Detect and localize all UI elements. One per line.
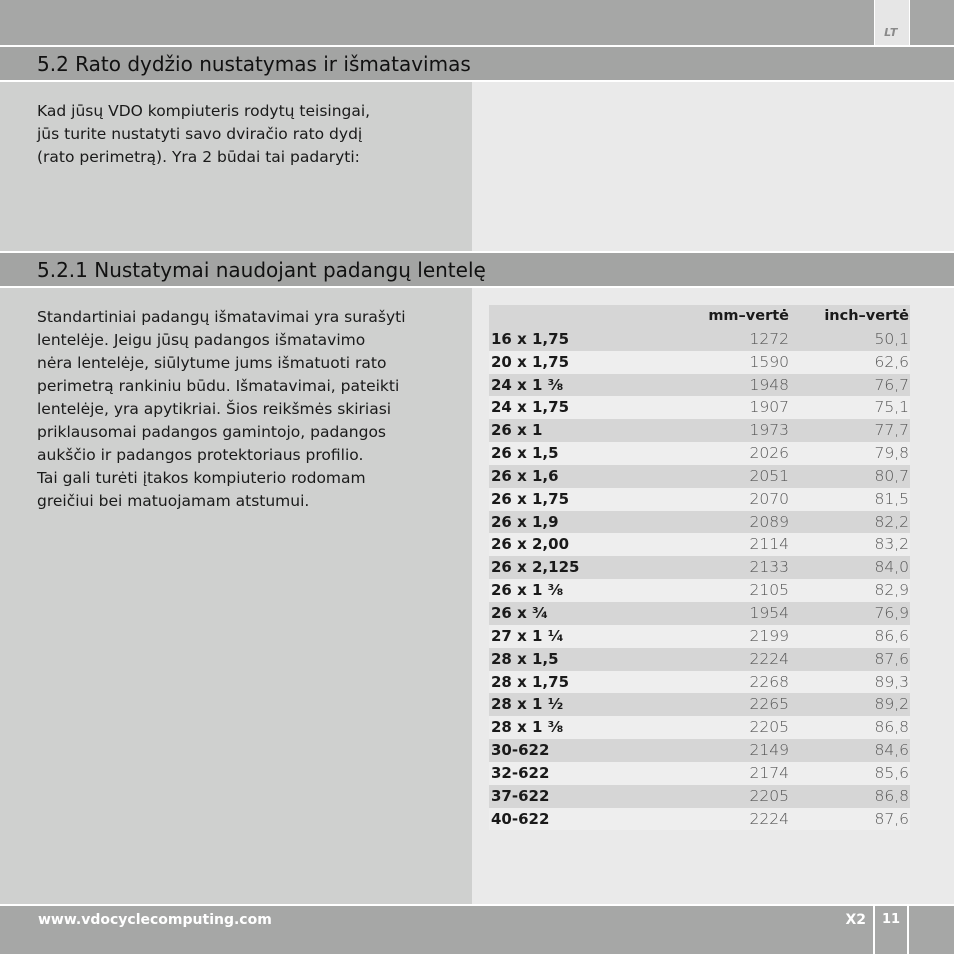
tire-size-cell: 26 x 2,00	[491, 535, 570, 554]
description-line: priklausomai padangos gamintojo, padangos	[37, 423, 386, 441]
description-line: Tai gali turėti įtakos kompiuterio rodomam	[37, 469, 366, 487]
intro-panel-right	[472, 82, 954, 251]
mm-value-cell: 2105	[749, 581, 789, 600]
tire-size-cell: 26 x 1	[491, 421, 543, 440]
tire-size-cell: 26 x 2,125	[491, 558, 580, 577]
page-number: 11	[881, 912, 901, 927]
table-row	[489, 808, 910, 831]
mm-value-cell: 1272	[749, 329, 789, 348]
column-header-size	[489, 305, 671, 328]
tire-size-cell: 37-622	[491, 786, 550, 805]
column-header-inch: inch–vertė	[824, 308, 909, 324]
tire-size-cell: 28 x 1 ¹⁄₂	[491, 695, 564, 714]
tire-size-cell: 28 x 1,5	[491, 649, 559, 668]
tire-size-cell: 20 x 1,75	[491, 352, 570, 371]
tire-size-cell: 24 x 1 ³⁄₈	[491, 375, 564, 394]
inch-value-cell: 80,7	[874, 466, 909, 485]
tire-size-cell: 26 x 1,75	[491, 489, 570, 508]
mm-value-cell: 2174	[749, 763, 789, 782]
mm-value-cell: 2205	[749, 718, 789, 737]
table-row	[489, 396, 910, 419]
table-row	[489, 739, 910, 762]
intro-text	[37, 100, 457, 169]
tire-size-cell: 40-622	[491, 809, 550, 828]
subsection-title: 5.2.1 Nustatymai naudojant padangų lentelę	[37, 258, 486, 282]
table-row	[489, 442, 910, 465]
table-row	[489, 625, 910, 648]
mm-value-cell: 2265	[749, 695, 789, 714]
mm-value-cell: 1973	[749, 421, 789, 440]
inch-value-cell: 83,2	[874, 535, 909, 554]
top-band	[0, 0, 954, 45]
table-row	[489, 648, 910, 671]
table-row	[489, 465, 910, 488]
mm-value-cell: 2051	[749, 466, 789, 485]
mm-value-cell: 2149	[749, 741, 789, 760]
table-row	[489, 351, 910, 374]
table-row	[489, 693, 910, 716]
description-line: aukščio ir padangos protektoriaus profilio.	[37, 446, 364, 464]
inch-value-cell: 77,7	[874, 421, 909, 440]
tire-size-table	[489, 305, 910, 830]
mm-value-cell: 1590	[749, 352, 789, 371]
inch-value-cell: 50,1	[874, 329, 909, 348]
inch-value-cell: 76,9	[874, 603, 909, 622]
section-title: 5.2 Rato dydžio nustatymas ir išmatavimas	[37, 52, 471, 76]
inch-value-cell: 84,6	[874, 741, 909, 760]
tire-size-cell: 32-622	[491, 763, 550, 782]
inch-value-cell: 62,6	[874, 352, 909, 371]
inch-value-cell: 87,6	[874, 649, 909, 668]
inch-value-cell: 82,9	[874, 581, 909, 600]
table-row	[489, 556, 910, 579]
tire-size-cell: 26 x 1,9	[491, 512, 559, 531]
table-body	[489, 328, 910, 831]
tire-size-cell: 30-622	[491, 741, 550, 760]
mm-value-cell: 2224	[749, 649, 789, 668]
inch-value-cell: 86,6	[874, 626, 909, 645]
table-row	[489, 488, 910, 511]
table-header-row	[489, 305, 910, 328]
intro-line: jūs turite nustatyti savo dviračio rato dydį	[37, 125, 363, 143]
mm-value-cell: 1954	[749, 603, 789, 622]
tire-size-cell: 26 x 1 ³⁄₈	[491, 581, 564, 600]
inch-value-cell: 84,0	[874, 558, 909, 577]
description-line: perimetrą rankiniu būdu. Išmatavimai, pateikti	[37, 377, 400, 395]
table-row	[489, 511, 910, 534]
inch-value-cell: 89,3	[874, 672, 909, 691]
intro-line: Kad jūsų VDO kompiuteris rodytų teisingai,	[37, 102, 371, 120]
table-row	[489, 533, 910, 556]
inch-value-cell: 79,8	[874, 444, 909, 463]
footer-url: www.vdocyclecomputing.com	[38, 912, 272, 928]
table-row	[489, 602, 910, 625]
inch-value-cell: 76,7	[874, 375, 909, 394]
description-line: nėra lentelėje, siūlytume jums išmatuoti rato	[37, 354, 387, 372]
table-row	[489, 716, 910, 739]
description-text	[37, 306, 462, 513]
mm-value-cell: 2205	[749, 786, 789, 805]
description-line: lentelėje, yra apytikriai. Šios reikšmės skiriasi	[37, 400, 392, 418]
inch-value-cell: 82,2	[874, 512, 909, 531]
tire-size-cell: 16 x 1,75	[491, 329, 570, 348]
table-row	[489, 374, 910, 397]
tire-size-cell: 26 x 1,6	[491, 466, 559, 485]
inch-value-cell: 86,8	[874, 786, 909, 805]
inch-value-cell: 85,6	[874, 763, 909, 782]
mm-value-cell: 2026	[749, 444, 789, 463]
mm-value-cell: 2089	[749, 512, 789, 531]
description-line: Standartiniai padangų išmatavimai yra surašyti	[37, 308, 406, 326]
tire-size-cell: 28 x 1,75	[491, 672, 570, 691]
mm-value-cell: 2133	[749, 558, 789, 577]
mm-value-cell: 2224	[749, 809, 789, 828]
mm-value-cell: 2268	[749, 672, 789, 691]
description-line: greičiui bei matuojamam atstumui.	[37, 492, 310, 510]
inch-value-cell: 89,2	[874, 695, 909, 714]
mm-value-cell: 2199	[749, 626, 789, 645]
table-row	[489, 419, 910, 442]
mm-value-cell: 2070	[749, 489, 789, 508]
inch-value-cell: 87,6	[874, 809, 909, 828]
intro-line: (rato perimetrą). Yra 2 būdai tai padaryti:	[37, 148, 360, 166]
table-row	[489, 762, 910, 785]
tire-size-cell: 26 x 1,5	[491, 444, 559, 463]
tire-size-cell: 26 x ³⁄₄	[491, 603, 548, 622]
footer-model: X2	[845, 912, 866, 928]
table-row	[489, 579, 910, 602]
table-row	[489, 328, 910, 351]
tire-size-cell: 28 x 1 ³⁄₈	[491, 718, 564, 737]
table-row	[489, 671, 910, 694]
description-line: lentelėje. Jeigu jūsų padangos išmatavimo	[37, 331, 366, 349]
inch-value-cell: 81,5	[874, 489, 909, 508]
footer-divider	[907, 906, 909, 954]
inch-value-cell: 75,1	[874, 398, 909, 417]
tire-size-cell: 27 x 1 ¹⁄₄	[491, 626, 564, 645]
tire-size-cell: 24 x 1,75	[491, 398, 570, 417]
language-label: LT	[884, 26, 898, 39]
mm-value-cell: 1907	[749, 398, 789, 417]
column-header-mm: mm–vertė	[708, 308, 789, 324]
mm-value-cell: 2114	[749, 535, 789, 554]
inch-value-cell: 86,8	[874, 718, 909, 737]
mm-value-cell: 1948	[749, 375, 789, 394]
table-row	[489, 785, 910, 808]
